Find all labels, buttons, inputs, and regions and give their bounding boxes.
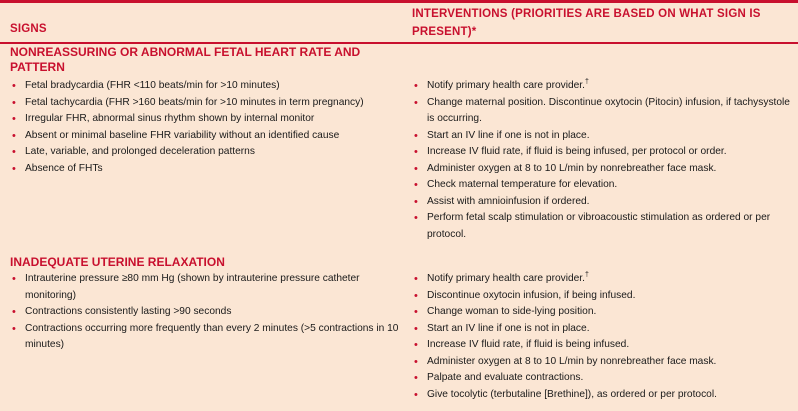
section-title-uterine-relaxation: INADEQUATE UTERINE RELAXATION <box>10 255 225 269</box>
list-item: • Give tocolytic (terbutaline [Brethine]), as ordered or per protocol. <box>412 387 792 404</box>
top-rule <box>0 0 798 3</box>
fhr-signs-list <box>10 78 400 177</box>
list-item: • Administer oxygen at 8 to 10 L/min by nonrebreather face mask. <box>412 161 792 178</box>
list-item: • Contractions consistently lasting >90 seconds <box>10 304 400 321</box>
list-item: • Administer oxygen at 8 to 10 L/min by nonrebreather face mask. <box>412 354 792 371</box>
list-item-text: Notify primary health care provider. <box>427 80 585 91</box>
list-item: • Intrauterine pressure ≥80 mm Hg (shown by intrauterine pressure catheter monitoring) <box>10 271 400 304</box>
list-item: • Discontinue oxytocin infusion, if being infused. <box>412 288 792 305</box>
list-item: • Change woman to side-lying position. <box>412 304 792 321</box>
list-item: • Assist with amnioinfusion if ordered. <box>412 194 792 211</box>
list-item: • Check maternal temperature for elevation. <box>412 177 792 194</box>
list-item: • Perform fetal scalp stimulation or vibroacoustic stimulation as ordered or per protocol. <box>412 210 792 243</box>
list-item: • Irregular FHR, abnormal sinus rhythm shown by internal monitor <box>10 111 400 128</box>
list-item: • Contractions occurring more frequently than every 2 minutes (>5 contractions in 10 minutes) <box>10 321 400 354</box>
list-item: • Increase IV fluid rate, if fluid is being infused, per protocol or order. <box>412 144 792 161</box>
fhr-interventions-list <box>412 78 792 243</box>
section-title-fetal-heart-rate: NONREASSURING OR ABNORMAL FETAL HEART RATE AND PATTERN <box>10 45 361 74</box>
uterine-signs-list <box>10 271 400 354</box>
list-item: • Absence of FHTs <box>10 161 400 178</box>
list-item: • Palpate and evaluate contractions. <box>412 370 792 387</box>
signs-column-header: SIGNS <box>10 23 47 35</box>
list-item: • Fetal bradycardia (FHR <110 beats/min for >10 minutes) <box>10 78 400 95</box>
list-item: • Start an IV line if one is not in place. <box>412 321 792 338</box>
interventions-column-header: INTERVENTIONS (PRIORITIES ARE BASED ON WHAT SIGN IS PRESENT)* <box>412 8 761 38</box>
list-item: • Change maternal position. Discontinue oxytocin (Pitocin) infusion, if tachysystole is occurring. <box>412 95 792 128</box>
list-item: • Absent or minimal baseline FHR variability without an identified cause <box>10 128 400 145</box>
uterine-interventions-list <box>412 271 792 403</box>
list-item-text: Notify primary health care provider. <box>427 273 585 284</box>
list-item: • Start an IV line if one is not in place. <box>412 128 792 145</box>
header-rule <box>0 42 798 44</box>
dagger-mark: † <box>584 78 589 86</box>
list-item: • Increase IV fluid rate, if fluid is being infused. <box>412 337 792 354</box>
list-item: • Fetal tachycardia (FHR >160 beats/min for >10 minutes in term pregnancy) <box>10 95 400 112</box>
dagger-mark: † <box>584 271 589 279</box>
list-item <box>412 271 792 288</box>
list-item <box>412 78 792 95</box>
list-item: • Late, variable, and prolonged deceleration patterns <box>10 144 400 161</box>
